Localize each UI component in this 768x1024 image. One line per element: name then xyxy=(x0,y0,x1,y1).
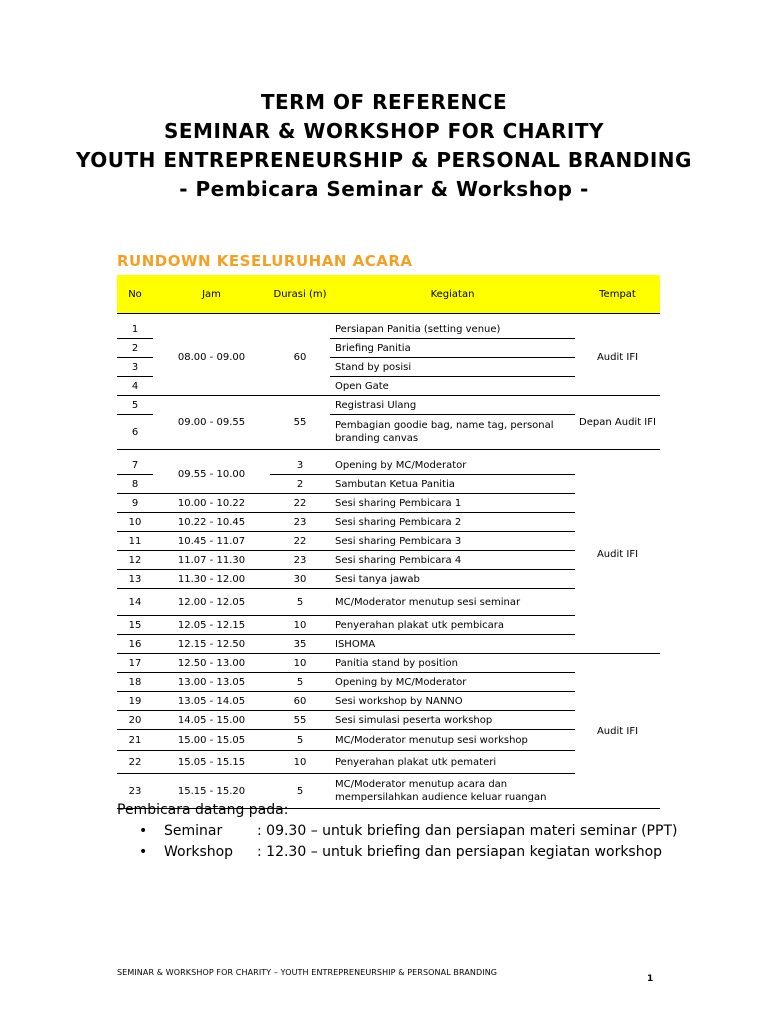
cell-no: 5 xyxy=(117,396,153,415)
header-durasi: Durasi (m) xyxy=(270,275,330,314)
cell-jam: 10.45 - 11.07 xyxy=(153,532,270,551)
title-line-3: YOUTH ENTREPRENEURSHIP & PERSONAL BRANDING xyxy=(76,148,692,172)
cell-durasi: 60 xyxy=(270,692,330,711)
cell-no: 11 xyxy=(117,532,153,551)
cell-no: 23 xyxy=(117,774,153,809)
cell-no: 8 xyxy=(117,475,153,494)
cell-durasi: 23 xyxy=(270,513,330,532)
cell-jam: 13.00 - 13.05 xyxy=(153,673,270,692)
cell-durasi: 5 xyxy=(270,589,330,616)
cell-no: 20 xyxy=(117,711,153,730)
cell-durasi: 60 xyxy=(270,320,330,396)
cell-no: 4 xyxy=(117,377,153,396)
table-row xyxy=(117,456,660,475)
cell-tempat: Audit IFI xyxy=(575,654,660,809)
cell-kegiatan: Briefing Panitia xyxy=(330,339,575,358)
cell-kegiatan: Stand by posisi xyxy=(330,358,575,377)
header-tempat: Tempat xyxy=(575,275,660,314)
cell-kegiatan: Opening by MC/Moderator xyxy=(330,456,575,475)
cell-kegiatan: Registrasi Ulang xyxy=(330,396,575,415)
cell-tempat: Audit IFI xyxy=(575,320,660,396)
cell-kegiatan: Sesi sharing Pembicara 1 xyxy=(330,494,575,513)
cell-durasi: 5 xyxy=(270,673,330,692)
cell-no: 6 xyxy=(117,415,153,450)
title-line-2: SEMINAR & WORKSHOP FOR CHARITY xyxy=(163,119,604,143)
cell-jam: 11.30 - 12.00 xyxy=(153,570,270,589)
cell-kegiatan: MC/Moderator menutup acara dan mempersilahkan audience keluar ruangan xyxy=(330,774,575,809)
cell-jam: 13.05 - 14.05 xyxy=(153,692,270,711)
cell-kegiatan: Persiapan Panitia (setting venue) xyxy=(330,320,575,339)
cell-tempat: Audit IFI xyxy=(575,456,660,654)
speaker-arrival-intro: Pembicara datang pada: xyxy=(117,802,289,818)
cell-jam: 12.15 - 12.50 xyxy=(153,635,270,654)
cell-jam: 15.05 - 15.15 xyxy=(153,751,270,774)
bullet-icon: • xyxy=(139,823,148,839)
cell-no: 17 xyxy=(117,654,153,673)
cell-durasi: 55 xyxy=(270,711,330,730)
cell-no: 22 xyxy=(117,751,153,774)
cell-kegiatan: Sesi sharing Pembicara 2 xyxy=(330,513,575,532)
cell-no: 12 xyxy=(117,551,153,570)
arrival-text: : 12.30 – untuk briefing dan persiapan kegiatan workshop xyxy=(257,844,663,860)
cell-durasi: 30 xyxy=(270,570,330,589)
cell-kegiatan: Penyerahan plakat utk pemateri xyxy=(330,751,575,774)
title-line-4: - Pembicara Seminar & Workshop - xyxy=(179,177,589,201)
cell-jam: 11.07 - 11.30 xyxy=(153,551,270,570)
table-row xyxy=(117,320,660,339)
cell-durasi: 22 xyxy=(270,532,330,551)
rundown-table xyxy=(117,275,660,809)
cell-no: 1 xyxy=(117,320,153,339)
cell-no: 16 xyxy=(117,635,153,654)
cell-no: 15 xyxy=(117,616,153,635)
table-row xyxy=(117,396,660,415)
cell-durasi: 23 xyxy=(270,551,330,570)
cell-no: 18 xyxy=(117,673,153,692)
cell-no: 14 xyxy=(117,589,153,616)
page-number: 1 xyxy=(647,974,654,984)
cell-durasi: 5 xyxy=(270,774,330,809)
cell-tempat: Depan Audit IFI xyxy=(575,396,660,450)
cell-kegiatan: Panitia stand by position xyxy=(330,654,575,673)
cell-jam: 15.00 - 15.05 xyxy=(153,730,270,751)
cell-durasi: 10 xyxy=(270,751,330,774)
cell-durasi: 5 xyxy=(270,730,330,751)
cell-durasi: 3 xyxy=(270,456,330,475)
cell-kegiatan: Opening by MC/Moderator xyxy=(330,673,575,692)
cell-kegiatan: MC/Moderator menutup sesi workshop xyxy=(330,730,575,751)
section-heading: RUNDOWN KESELURUHAN ACARA xyxy=(117,252,413,270)
speaker-arrival-item-seminar xyxy=(117,821,677,842)
cell-no: 21 xyxy=(117,730,153,751)
cell-no: 7 xyxy=(117,456,153,475)
cell-kegiatan: Sesi sharing Pembicara 4 xyxy=(330,551,575,570)
cell-durasi: 22 xyxy=(270,494,330,513)
cell-kegiatan: Sesi workshop by NANNO xyxy=(330,692,575,711)
cell-kegiatan: Open Gate xyxy=(330,377,575,396)
cell-jam: 12.50 - 13.00 xyxy=(153,654,270,673)
cell-no: 19 xyxy=(117,692,153,711)
cell-durasi: 2 xyxy=(270,475,330,494)
bullet-icon: • xyxy=(139,844,148,860)
cell-kegiatan: Penyerahan plakat utk pembicara xyxy=(330,616,575,635)
cell-durasi: 35 xyxy=(270,635,330,654)
cell-no: 13 xyxy=(117,570,153,589)
table-header xyxy=(117,275,660,314)
cell-jam: 12.00 - 12.05 xyxy=(153,589,270,616)
cell-no: 10 xyxy=(117,513,153,532)
cell-kegiatan: Sesi tanya jawab xyxy=(330,570,575,589)
header-kegiatan: Kegiatan xyxy=(330,275,575,314)
cell-jam: 10.22 - 10.45 xyxy=(153,513,270,532)
cell-no: 3 xyxy=(117,358,153,377)
cell-kegiatan: Sambutan Ketua Panitia xyxy=(330,475,575,494)
cell-jam: 12.05 - 12.15 xyxy=(153,616,270,635)
cell-no: 9 xyxy=(117,494,153,513)
cell-kegiatan: Sesi sharing Pembicara 3 xyxy=(330,532,575,551)
arrival-label: Seminar xyxy=(164,823,223,839)
page-footer: SEMINAR & WORKSHOP FOR CHARITY – YOUTH ENTREPRENEURSHIP & PERSONAL BRANDING xyxy=(117,968,498,977)
cell-jam: 14.05 - 15.00 xyxy=(153,711,270,730)
table-row xyxy=(117,654,660,673)
cell-durasi: 10 xyxy=(270,616,330,635)
cell-jam: 08.00 - 09.00 xyxy=(153,320,270,396)
cell-kegiatan: MC/Moderator menutup sesi seminar xyxy=(330,589,575,616)
cell-jam: 09.55 - 10.00 xyxy=(153,456,270,494)
cell-kegiatan: ISHOMA xyxy=(330,635,575,654)
title-line-1: TERM OF REFERENCE xyxy=(260,90,508,114)
cell-kegiatan: Sesi simulasi peserta workshop xyxy=(330,711,575,730)
cell-jam: 10.00 - 10.22 xyxy=(153,494,270,513)
cell-kegiatan: Pembagian goodie bag, name tag, personal branding canvas xyxy=(330,415,575,450)
arrival-label: Workshop xyxy=(164,844,234,860)
cell-durasi: 10 xyxy=(270,654,330,673)
arrival-text: : 09.30 – untuk briefing dan persiapan materi seminar (PPT) xyxy=(257,823,678,839)
header-no: No xyxy=(117,275,153,314)
cell-durasi: 55 xyxy=(270,396,330,450)
cell-jam: 09.00 - 09.55 xyxy=(153,396,270,450)
cell-no: 2 xyxy=(117,339,153,358)
header-jam: Jam xyxy=(153,275,270,314)
speaker-arrival-item-workshop xyxy=(117,842,677,863)
speaker-arrival-section xyxy=(117,800,677,863)
cell-jam: 15.15 - 15.20 xyxy=(153,774,270,809)
document-title xyxy=(0,88,768,204)
